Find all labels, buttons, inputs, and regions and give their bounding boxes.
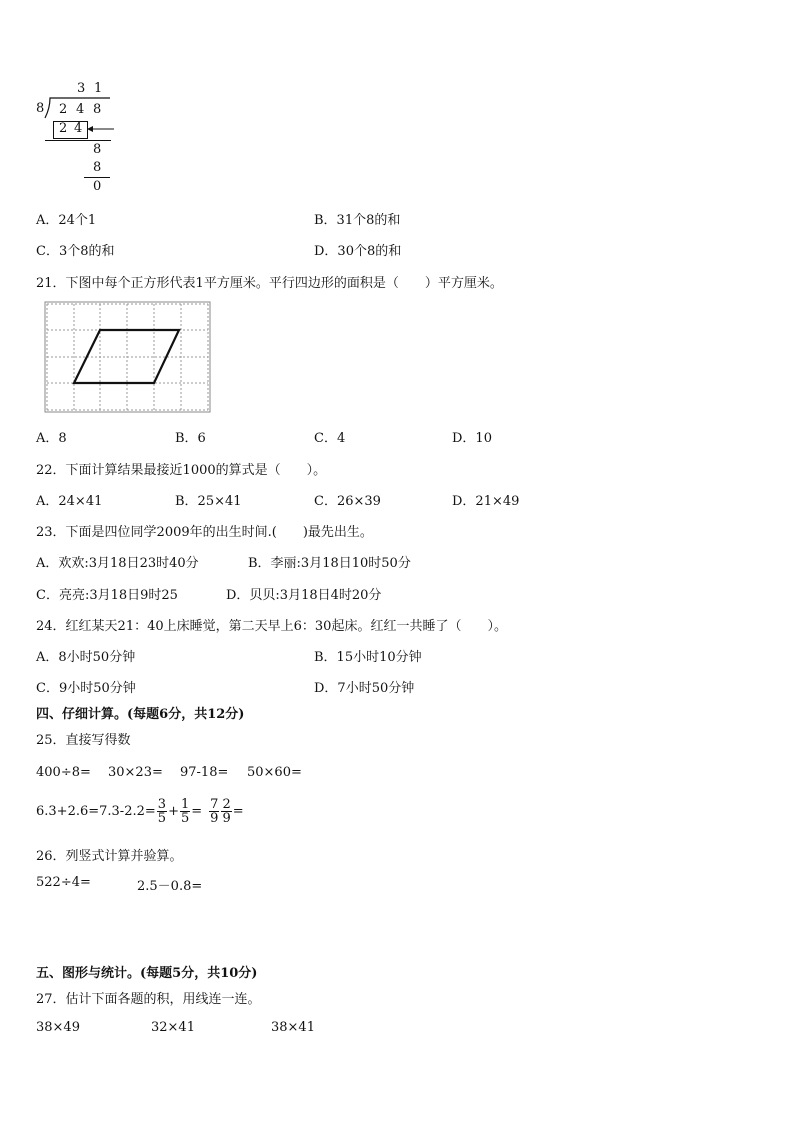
q20-option-d[interactable]: D．30个8的和 <box>314 244 402 259</box>
fraction <box>221 798 231 825</box>
step1-digit: 2 <box>59 121 68 136</box>
q22-option-d[interactable]: D．21×49 <box>452 494 520 509</box>
q23-option-c[interactable]: C．亮亮:3月18日9时25 <box>36 588 178 603</box>
q26-item: 2.5－0.8= <box>137 879 203 894</box>
q27-item: 38×41 <box>271 1020 315 1035</box>
q24-stem: 24．红红某天21：40上床睡觉，第二天早上6：30起床。红红一共睡了（ ）。 <box>36 619 507 634</box>
fraction-denominator: 9 <box>210 811 219 826</box>
q21-option-a[interactable]: A．8 <box>36 431 67 446</box>
fraction <box>209 798 219 825</box>
q26-item: 522÷4= <box>36 875 91 890</box>
q26-stem: 26．列竖式计算并验算。 <box>36 849 183 864</box>
fraction <box>157 798 167 825</box>
fraction-denominator: 5 <box>157 811 167 826</box>
step1-digit: 4 <box>74 121 83 136</box>
q23-option-b[interactable]: B．李丽:3月18日10时50分 <box>248 556 411 571</box>
fraction-denominator: 9 <box>222 811 231 826</box>
q20-option-b[interactable]: B．31个8的和 <box>314 213 401 228</box>
q21-option-c[interactable]: C．4 <box>314 431 346 446</box>
plus-sign: + <box>168 804 179 819</box>
arrow-left-icon <box>86 123 116 135</box>
dividend-digit: 8 <box>93 102 102 117</box>
q20-option-c[interactable]: C．3个8的和 <box>36 244 115 259</box>
q24-option-b[interactable]: B．15小时10分钟 <box>314 650 422 665</box>
step2: 8 <box>93 160 102 175</box>
q25-stem: 25．直接写得数 <box>36 733 131 748</box>
fraction-numerator: 2 <box>222 797 231 812</box>
division-line <box>45 140 111 141</box>
q27-item: 32×41 <box>151 1020 195 1035</box>
parallelogram-grid-figure <box>44 300 212 414</box>
fraction-numerator: 1 <box>180 797 190 812</box>
quotient-digit: 1 <box>94 81 103 96</box>
remainder1: 8 <box>93 142 102 157</box>
section-5-title: 五、图形与统计。(每题5分，共10分) <box>36 966 258 981</box>
divisor: 8 <box>36 101 45 116</box>
fraction-numerator: 3 <box>157 797 167 812</box>
q27-stem: 27．估计下面各题的积，用线连一连。 <box>36 992 261 1007</box>
equals-sign: = <box>232 804 244 819</box>
q27-item: 38×49 <box>36 1020 80 1035</box>
q25-row2-text: 6.3+2.6=7.3-2.2= <box>36 804 156 819</box>
equals-sign: = <box>191 804 203 819</box>
q21-stem: 21．下图中每个正方形代表1平方厘米。平行四边形的面积是（ ）平方厘米。 <box>36 276 503 291</box>
q25-item: 50×60= <box>247 765 302 780</box>
fraction <box>180 798 190 825</box>
quotient-digit: 3 <box>77 81 86 96</box>
q25-item: 30×23= <box>108 765 163 780</box>
q24-option-a[interactable]: A．8小时50分钟 <box>36 650 136 665</box>
q24-option-d[interactable]: D．7小时50分钟 <box>314 681 415 696</box>
q25-row2 <box>36 798 244 825</box>
division-line <box>84 177 110 178</box>
q21-option-d[interactable]: D．10 <box>452 431 492 446</box>
final-remainder: 0 <box>93 179 102 194</box>
q23-stem: 23．下面是四位同学2009年的出生时间.( )最先出生。 <box>36 525 373 540</box>
section-4-title: 四、仔细计算。(每题6分，共12分) <box>36 707 245 722</box>
fraction-denominator: 5 <box>180 811 190 826</box>
q25-item: 97-18= <box>180 765 229 780</box>
q23-option-a[interactable]: A．欢欢:3月18日23时40分 <box>36 556 199 571</box>
fraction-numerator: 7 <box>210 797 219 812</box>
q25-item: 400÷8= <box>36 765 91 780</box>
q24-option-c[interactable]: C．9小时50分钟 <box>36 681 136 696</box>
q22-option-b[interactable]: B．25×41 <box>175 494 242 509</box>
q22-stem: 22．下面计算结果最接近1000的算式是（ ）。 <box>36 463 327 478</box>
q20-option-a[interactable]: A．24个1 <box>36 213 97 228</box>
q22-option-a[interactable]: A．24×41 <box>36 494 103 509</box>
q22-option-c[interactable]: C．26×39 <box>314 494 381 509</box>
q21-option-b[interactable]: B．6 <box>175 431 206 446</box>
q23-option-d[interactable]: D．贝贝:3月18日4时20分 <box>226 588 382 603</box>
dividend-digit: 2 <box>59 102 68 117</box>
dividend-digit: 4 <box>76 102 85 117</box>
